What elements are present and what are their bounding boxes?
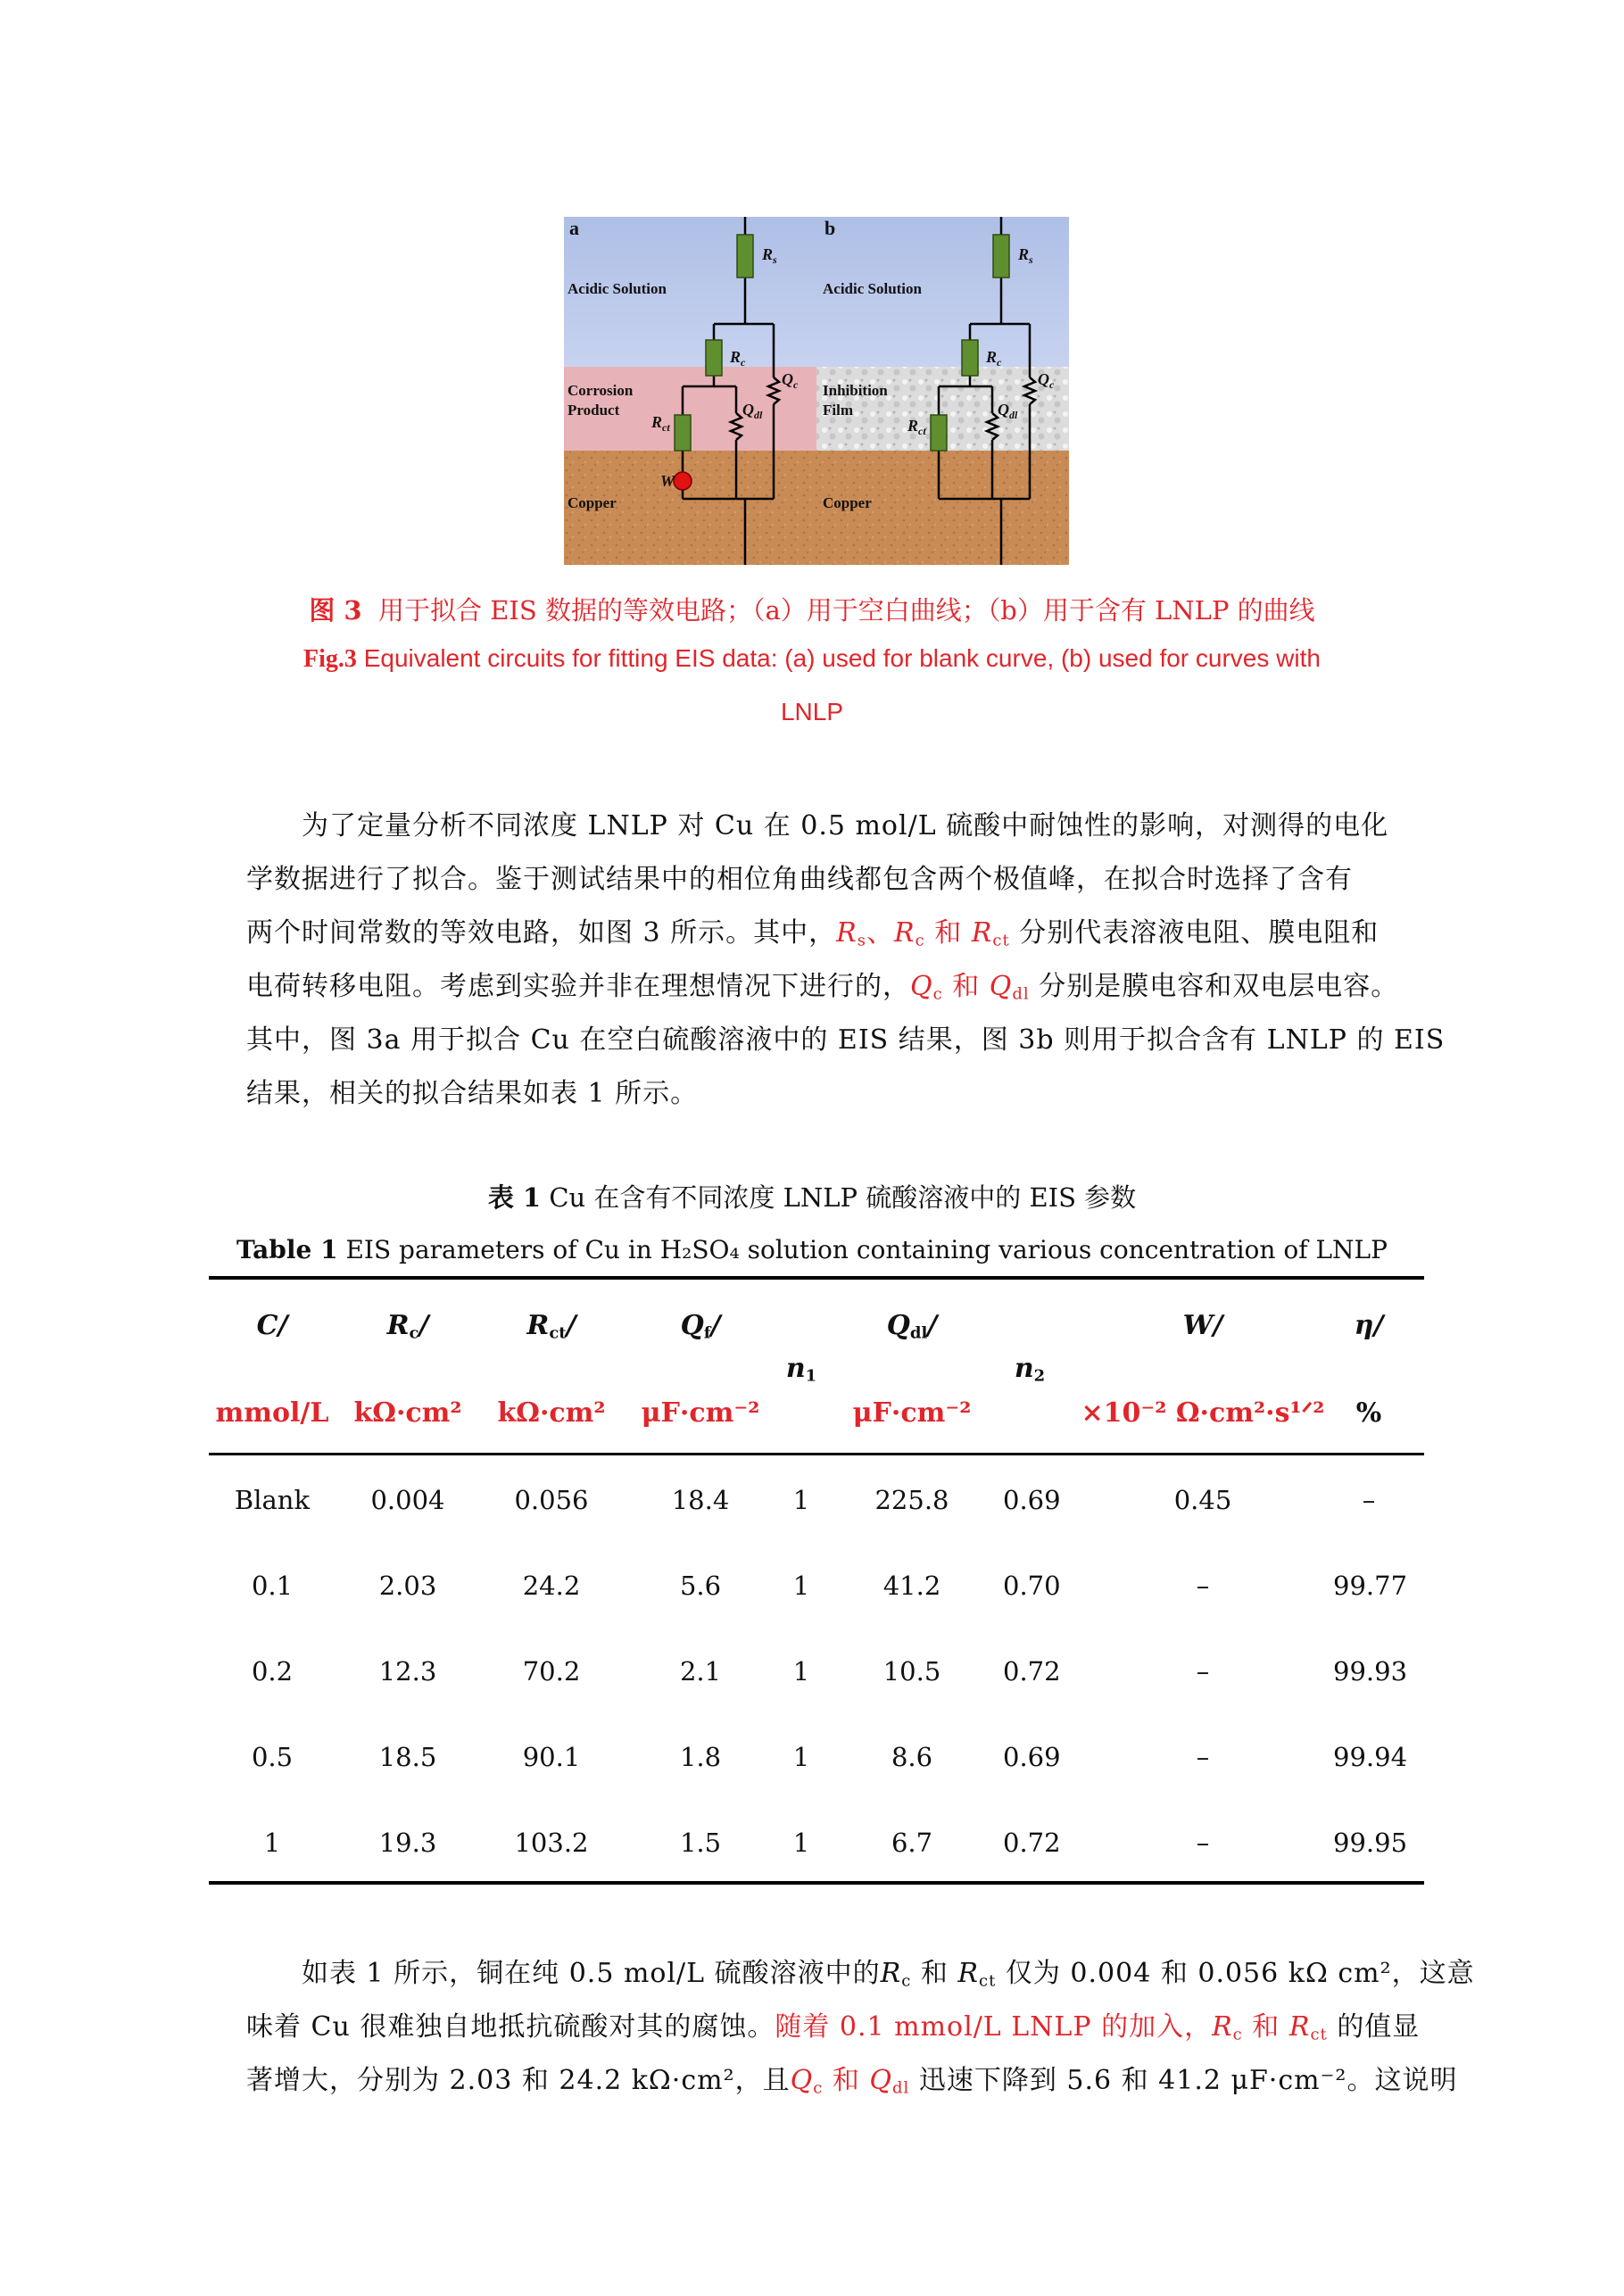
label-a-rc: $R_c$ [730, 348, 746, 369]
unit-rct: kΩ·cm² [497, 1397, 606, 1429]
region-b-solution: Acidic Solution [823, 280, 922, 297]
cell-rct: 103.2 [514, 1828, 589, 1858]
cell-rc: 2.03 [378, 1571, 437, 1601]
para1-line1: 为了定量分析不同浓度 LNLP 对 Cu 在 0.5 mol/L 硫酸中耐蚀性的影响，对测得的电化 [302, 810, 1389, 841]
para2-line2: 味着 Cu 很难独自地抵抗硫酸对其的腐蚀。随着 0.1 mmol/L LNLP 的加入，$R_c$ 和 $R_{ct}$ 的值显 [246, 2011, 1421, 2044]
cell-n2: 0.72 [1003, 1828, 1061, 1858]
cell-qdl: 6.7 [891, 1828, 933, 1858]
cell-c: 1 [263, 1828, 281, 1858]
cell-w: – [1196, 1656, 1210, 1687]
cell-qf: 2.1 [679, 1656, 722, 1687]
cell-w: – [1196, 1828, 1210, 1858]
warburg-element [674, 472, 692, 490]
cell-rct: 70.2 [522, 1656, 581, 1687]
figure-caption-en-line2: LNLP [780, 698, 844, 725]
cell-eta: 99.94 [1333, 1742, 1408, 1772]
panel-b-label: b [824, 217, 836, 239]
para1-line5: 其中，图 3a 用于拟合 Cu 在空白硫酸溶液中的 EIS 结果，图 3b 则用于拟合含有 LNLP 的 EIS [246, 1024, 1446, 1056]
figure-caption-en [0, 644, 1624, 674]
label-a-rs: $R_s$ [762, 245, 777, 266]
equivalent-circuit-figure [564, 217, 1069, 565]
cell-rc: 19.3 [378, 1828, 437, 1858]
header-rc: $R_c/$ [386, 1310, 429, 1343]
cell-qf: 1.8 [679, 1742, 722, 1772]
figure-caption-cn-text: 用于拟合 EIS 数据的等效电路；（a）用于空白曲线；（b）用于含有 LNLP 的曲线 [378, 595, 1315, 626]
table-title-en-text: EIS parameters of Cu in H₂SO₄ solution containing various concentration of LNLP [345, 1235, 1388, 1264]
cell-rct: 90.1 [522, 1742, 581, 1772]
unit-qf: μF·cm⁻² [641, 1397, 760, 1429]
header-qdl: $Q_{dl}/$ [886, 1310, 938, 1343]
cell-rc: 18.5 [378, 1742, 437, 1772]
label-b-qc: $Q_c$ [1038, 370, 1055, 391]
para1-line4: 电荷转移电阻。考虑到实验并非在理想情况下进行的，$Q_c$ 和 $Q_{dl}$ 分别是膜电容和双电层电容。 [246, 971, 1399, 1004]
table-bottom-rule [209, 1881, 1424, 1885]
figure-caption-cn-label: 图 3 [309, 595, 362, 626]
cell-n1: 1 [792, 1656, 810, 1687]
cell-qdl: 225.8 [874, 1485, 949, 1515]
body-paragraph-2 [246, 1947, 1475, 2108]
table-title-cn-label: 表 1 [487, 1182, 542, 1213]
body-paragraph-1 [246, 800, 1446, 1121]
cell-n2: 0.72 [1003, 1656, 1061, 1687]
figure-caption-en-label: Fig.3 [303, 645, 357, 673]
label-b-rct: $R_{ct}$ [907, 417, 926, 437]
cell-eta: 99.77 [1333, 1571, 1408, 1601]
para1-line6: 结果，相关的拟合结果如表 1 所示。 [246, 1078, 699, 1109]
unit-rc: kΩ·cm² [353, 1397, 462, 1429]
table-title-en-label: Table 1 [236, 1235, 338, 1264]
cell-w: 0.45 [1173, 1485, 1232, 1515]
table-header-rule [209, 1453, 1424, 1455]
label-a-rct: $R_{ct}$ [651, 413, 670, 434]
panel-a-label: a [569, 217, 579, 239]
para1-line2: 学数据进行了拟合。鉴于测试结果中的相位角曲线都包含两个极值峰，在拟合时选择了含有 [246, 864, 1353, 895]
region-b-copper: Copper [823, 494, 872, 511]
cell-eta: 99.95 [1333, 1828, 1408, 1858]
unit-qdl: μF·cm⁻² [852, 1397, 972, 1429]
cell-c: 0.1 [251, 1571, 294, 1601]
header-n2: $n_2$ [1014, 1353, 1046, 1386]
cell-w: – [1196, 1742, 1210, 1772]
label-a-qc: $Q_c$ [782, 370, 799, 391]
unit-w: ×10⁻² Ω·cm²·s¹ᐟ² [1081, 1397, 1325, 1429]
header-n1: $n_1$ [785, 1353, 817, 1386]
para2-line3: 著增大，分别为 2.03 和 24.2 kΩ·cm²，且$Q_c$ 和 $Q_{dl}$ 迅速下降到 5.6 和 41.2 μF·cm⁻²。这说明 [246, 2065, 1458, 2098]
cell-n1: 1 [792, 1828, 810, 1858]
cell-rc: 0.004 [370, 1485, 445, 1515]
region-a-copper: Copper [568, 494, 617, 511]
cell-qdl: 10.5 [882, 1656, 941, 1687]
unit-eta: % [1355, 1397, 1382, 1429]
header-qf: $Q_f/$ [680, 1310, 721, 1343]
cell-c: Blank [234, 1485, 311, 1515]
header-c: C/ [256, 1310, 288, 1341]
label-a-qdl: $Q_{dl}$ [742, 401, 763, 421]
cell-rct: 0.056 [514, 1485, 589, 1515]
cell-n1: 1 [792, 1571, 810, 1601]
cell-rc: 12.3 [378, 1656, 437, 1687]
para1-line3: 两个时间常数的等效电路，如图 3 所示。其中，$R_s$、$R_c$ 和 $R_{ct}$ 分别代表溶液电阻、膜电阻和 [246, 917, 1380, 950]
region-b-film: Inhibition Film [823, 382, 888, 419]
cell-qf: 18.4 [671, 1485, 730, 1515]
header-eta: η/ [1354, 1310, 1384, 1341]
table-title-cn-text: Cu 在含有不同浓度 LNLP 硫酸溶液中的 EIS 参数 [549, 1182, 1137, 1213]
region-a-film: Corrosion Product [568, 382, 634, 419]
header-rct: $R_{ct}/$ [526, 1310, 576, 1343]
cell-n2: 0.70 [1003, 1571, 1061, 1601]
para2-line1: 如表 1 所示，铜在纯 0.5 mol/L 硫酸溶液中的$R_c$ 和 $R_{ct}$ 仅为 0.004 和 0.056 kΩ cm²，这意 [302, 1958, 1475, 1991]
table-top-rule [209, 1276, 1424, 1280]
cell-c: 0.2 [251, 1656, 294, 1687]
cell-n2: 0.69 [1003, 1485, 1061, 1515]
cell-n1: 1 [792, 1742, 810, 1772]
cell-eta: 99.93 [1333, 1656, 1408, 1687]
cell-qf: 1.5 [679, 1828, 722, 1858]
cell-qdl: 8.6 [891, 1742, 933, 1772]
cell-rct: 24.2 [522, 1571, 581, 1601]
cell-qf: 5.6 [679, 1571, 722, 1601]
figure-caption-cn [0, 591, 1624, 627]
cell-n1: 1 [792, 1485, 810, 1515]
label-b-rc: $R_c$ [986, 348, 1002, 369]
label-a-w: W [660, 472, 675, 490]
cell-qdl: 41.2 [882, 1571, 941, 1601]
cell-eta: – [1362, 1485, 1376, 1515]
table-title-en [0, 1235, 1624, 1264]
cell-w: – [1196, 1571, 1210, 1601]
table-title-cn [0, 1178, 1624, 1214]
region-a-solution: Acidic Solution [568, 280, 667, 297]
header-w: W/ [1182, 1310, 1223, 1341]
figure-caption-en-text: Equivalent circuits for fitting EIS data: (a) used for blank curve, (b) used for curves with [363, 644, 1321, 672]
label-b-qdl: $Q_{dl}$ [998, 401, 1018, 421]
label-b-rs: $R_s$ [1018, 245, 1033, 266]
unit-c: mmol/L [215, 1397, 329, 1429]
cell-n2: 0.69 [1003, 1742, 1061, 1772]
cell-c: 0.5 [251, 1742, 294, 1772]
